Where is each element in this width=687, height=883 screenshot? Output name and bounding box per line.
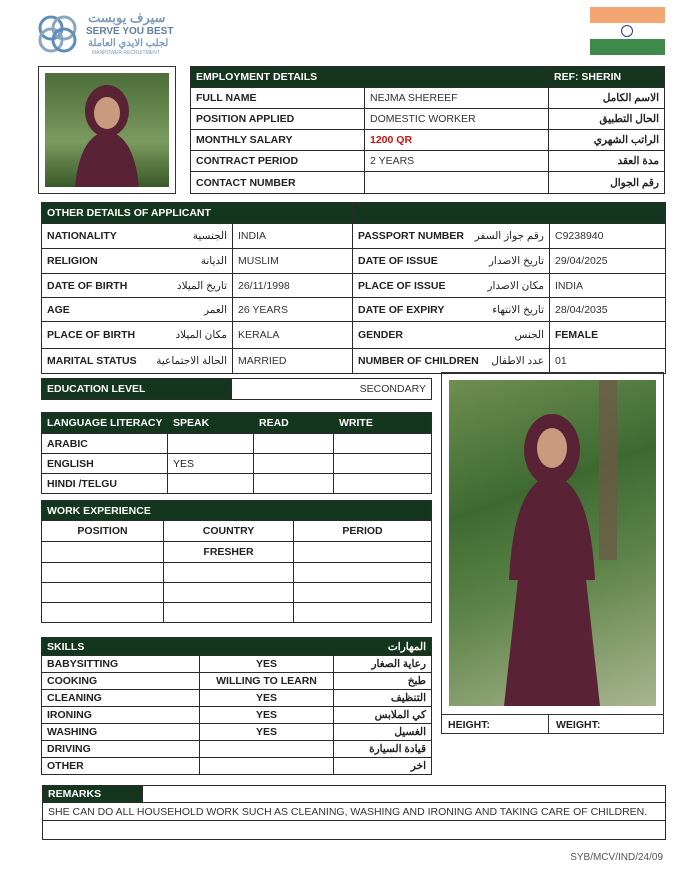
education-table <box>41 378 432 400</box>
other-label-arabic: الجنس <box>514 329 544 341</box>
remarks-header-spacer <box>143 786 666 803</box>
lang-speak <box>168 434 254 454</box>
other-label-arabic: تاريخ الاصدار <box>488 255 544 267</box>
skills-header: SKILLS <box>42 638 334 656</box>
position-value: DOMESTIC WORKER <box>365 109 549 130</box>
lang-name: HINDI /TELGU <box>42 474 168 494</box>
work-cell <box>42 563 164 583</box>
skills-header-arabic: المهارات <box>334 638 432 656</box>
skill-name: CLEANING <box>42 690 200 707</box>
other-label: GENDER <box>358 329 403 341</box>
remarks-header: REMARKS <box>43 786 143 803</box>
other-label: DATE OF BIRTH <box>47 279 128 292</box>
other-header-right <box>353 203 666 224</box>
work-header: WORK EXPERIENCE <box>42 501 294 521</box>
salary-arabic: الراتب الشهري <box>549 130 665 151</box>
contact-value <box>365 172 549 194</box>
work-experience-table <box>41 500 432 623</box>
other-value: 26/11/1998 <box>233 274 353 298</box>
other-label: RELIGION <box>47 255 98 267</box>
other-value: MARRIED <box>233 349 353 374</box>
lang-write <box>334 434 432 454</box>
other-value: 28/04/2035 <box>550 298 666 322</box>
skill-name: WASHING <box>42 724 200 741</box>
weight-label: WEIGHT: <box>556 719 601 731</box>
skill-name: COOKING <box>42 673 200 690</box>
employment-header: EMPLOYMENT DETAILS <box>191 67 549 88</box>
footer-code: SYB/MCV/IND/24/09 <box>570 852 663 863</box>
other-header: OTHER DETAILS OF APPLICANT <box>42 203 353 224</box>
other-label-arabic: تاريخ الانتهاء <box>492 303 544 316</box>
skill-name: BABYSITTING <box>42 656 200 673</box>
work-col-period: PERIOD <box>294 521 432 542</box>
full-name-arabic: الاسم الكامل <box>549 88 665 109</box>
other-value: INDIA <box>233 224 353 249</box>
lang-header-write: WRITE <box>334 413 432 434</box>
work-cell <box>42 603 164 623</box>
logo-arabic-sub: لجلب الايدي العاملة <box>88 38 169 49</box>
skill-name: IRONING <box>42 707 200 724</box>
education-label: EDUCATION LEVEL <box>42 379 232 400</box>
lang-header-speak: SPEAK <box>168 413 254 434</box>
other-label: AGE <box>47 303 70 316</box>
remarks-table <box>42 785 666 840</box>
skill-name: OTHER <box>42 758 200 775</box>
skills-table <box>41 637 432 775</box>
lang-name: ENGLISH <box>42 454 168 474</box>
work-col-country: COUNTRY <box>164 521 294 542</box>
other-value: 26 YEARS <box>233 298 353 322</box>
work-cell <box>294 603 432 623</box>
skill-value: YES <box>200 656 334 673</box>
salary-value: 1200 QR <box>365 130 549 151</box>
skill-name: DRIVING <box>42 741 200 758</box>
contract-value: 2 YEARS <box>365 151 549 172</box>
skill-arabic: الغسيل <box>334 724 432 741</box>
other-value: MUSLIM <box>233 249 353 274</box>
lang-read <box>254 454 334 474</box>
other-label: DATE OF EXPIRY <box>358 303 445 316</box>
language-table <box>41 412 432 494</box>
other-label-arabic: عدد الاطفال <box>491 355 544 367</box>
position-arabic: الحال التطبيق <box>549 109 665 130</box>
lang-write <box>334 454 432 474</box>
other-label-arabic: الديانة <box>200 255 227 267</box>
logo-tag: MANPOWER RECRUITMENT <box>92 50 160 56</box>
skill-value <box>200 741 334 758</box>
full-name-value: NEJMA SHEREEF <box>365 88 549 109</box>
other-value: C9238940 <box>550 224 666 249</box>
ref-label: REF: SHERIN <box>549 67 665 88</box>
other-value: 01 <box>550 349 666 374</box>
other-row <box>41 321 666 349</box>
work-col-position: POSITION <box>42 521 164 542</box>
lang-read <box>254 434 334 454</box>
skill-arabic: رعاية الصغار <box>334 656 432 673</box>
logo-name: SERVE YOU BEST <box>86 26 174 37</box>
other-label: PLACE OF BIRTH <box>47 329 136 341</box>
work-cell <box>164 563 294 583</box>
work-header-right <box>294 501 432 521</box>
contract-label: CONTRACT PERIOD <box>191 151 365 172</box>
other-label-arabic: تاريخ الميلاد <box>176 279 227 292</box>
lang-header-literacy: LANGUAGE LITERACY <box>42 413 168 434</box>
other-row <box>41 273 666 298</box>
lang-name: ARABIC <box>42 434 168 454</box>
skill-arabic: قيادة السيارة <box>334 741 432 758</box>
lang-write <box>334 474 432 494</box>
applicant-photo-small <box>38 66 176 194</box>
lang-read <box>254 474 334 494</box>
education-value: SECONDARY <box>232 379 432 400</box>
work-cell <box>294 583 432 603</box>
other-label: DATE OF ISSUE <box>358 255 438 267</box>
skill-value <box>200 758 334 775</box>
applicant-photo-full <box>441 372 664 734</box>
skill-value: YES <box>200 724 334 741</box>
other-row <box>41 248 666 274</box>
other-value: 29/04/2025 <box>550 249 666 274</box>
remarks-blank <box>43 821 666 840</box>
other-row <box>41 348 666 374</box>
height-label: HEIGHT: <box>448 719 490 731</box>
company-logo <box>36 10 176 58</box>
other-label: PLACE OF ISSUE <box>358 279 446 292</box>
other-label-arabic: الجنسية <box>192 230 227 242</box>
other-row <box>41 297 666 322</box>
salary-label: MONTHLY SALARY <box>191 130 365 151</box>
other-label-arabic: مكان الاصدار <box>487 279 544 292</box>
work-cell <box>164 603 294 623</box>
work-cell: FRESHER <box>164 542 294 563</box>
other-label-arabic: مكان الميلاد <box>175 329 227 341</box>
other-label: NATIONALITY <box>47 230 117 242</box>
india-flag <box>590 7 665 55</box>
full-name-label: FULL NAME <box>191 88 365 109</box>
skill-arabic: التنظيف <box>334 690 432 707</box>
skill-arabic: طبخ <box>334 673 432 690</box>
work-cell <box>42 542 164 563</box>
contract-arabic: مدة العقد <box>549 151 665 172</box>
other-label-arabic: الحالة الاجتماعية <box>156 355 227 367</box>
other-value: FEMALE <box>550 322 666 349</box>
lang-speak: YES <box>168 454 254 474</box>
other-label: NUMBER OF CHILDREN <box>358 355 479 367</box>
skill-value: YES <box>200 690 334 707</box>
lang-speak <box>168 474 254 494</box>
other-details-table <box>41 202 666 224</box>
position-label: POSITION APPLIED <box>191 109 365 130</box>
lang-header-read: READ <box>254 413 334 434</box>
skill-value: WILLING TO LEARN <box>200 673 334 690</box>
logo-arabic: سيرف يوبست <box>88 10 166 25</box>
other-label: PASSPORT NUMBER <box>358 230 464 242</box>
work-cell <box>42 583 164 603</box>
other-value: KERALA <box>233 322 353 349</box>
skill-value: YES <box>200 707 334 724</box>
other-label: MARITAL STATUS <box>47 355 137 367</box>
work-cell <box>294 542 432 563</box>
work-cell <box>164 583 294 603</box>
contact-arabic: رقم الجوال <box>549 172 665 194</box>
other-label-arabic: العمر <box>203 303 227 316</box>
skill-arabic: كي الملابس <box>334 707 432 724</box>
employment-table <box>190 66 665 194</box>
other-label-arabic: رقم جواز السفر <box>474 230 544 242</box>
contact-label: CONTACT NUMBER <box>191 172 365 194</box>
skill-arabic: اخر <box>334 758 432 775</box>
other-value: INDIA <box>550 274 666 298</box>
other-row <box>41 223 666 249</box>
remarks-text: SHE CAN DO ALL HOUSEHOLD WORK SUCH AS CLEANING, WASHING AND IRONING AND TAKING CARE OF CHILDREN. <box>43 803 666 821</box>
work-cell <box>294 563 432 583</box>
